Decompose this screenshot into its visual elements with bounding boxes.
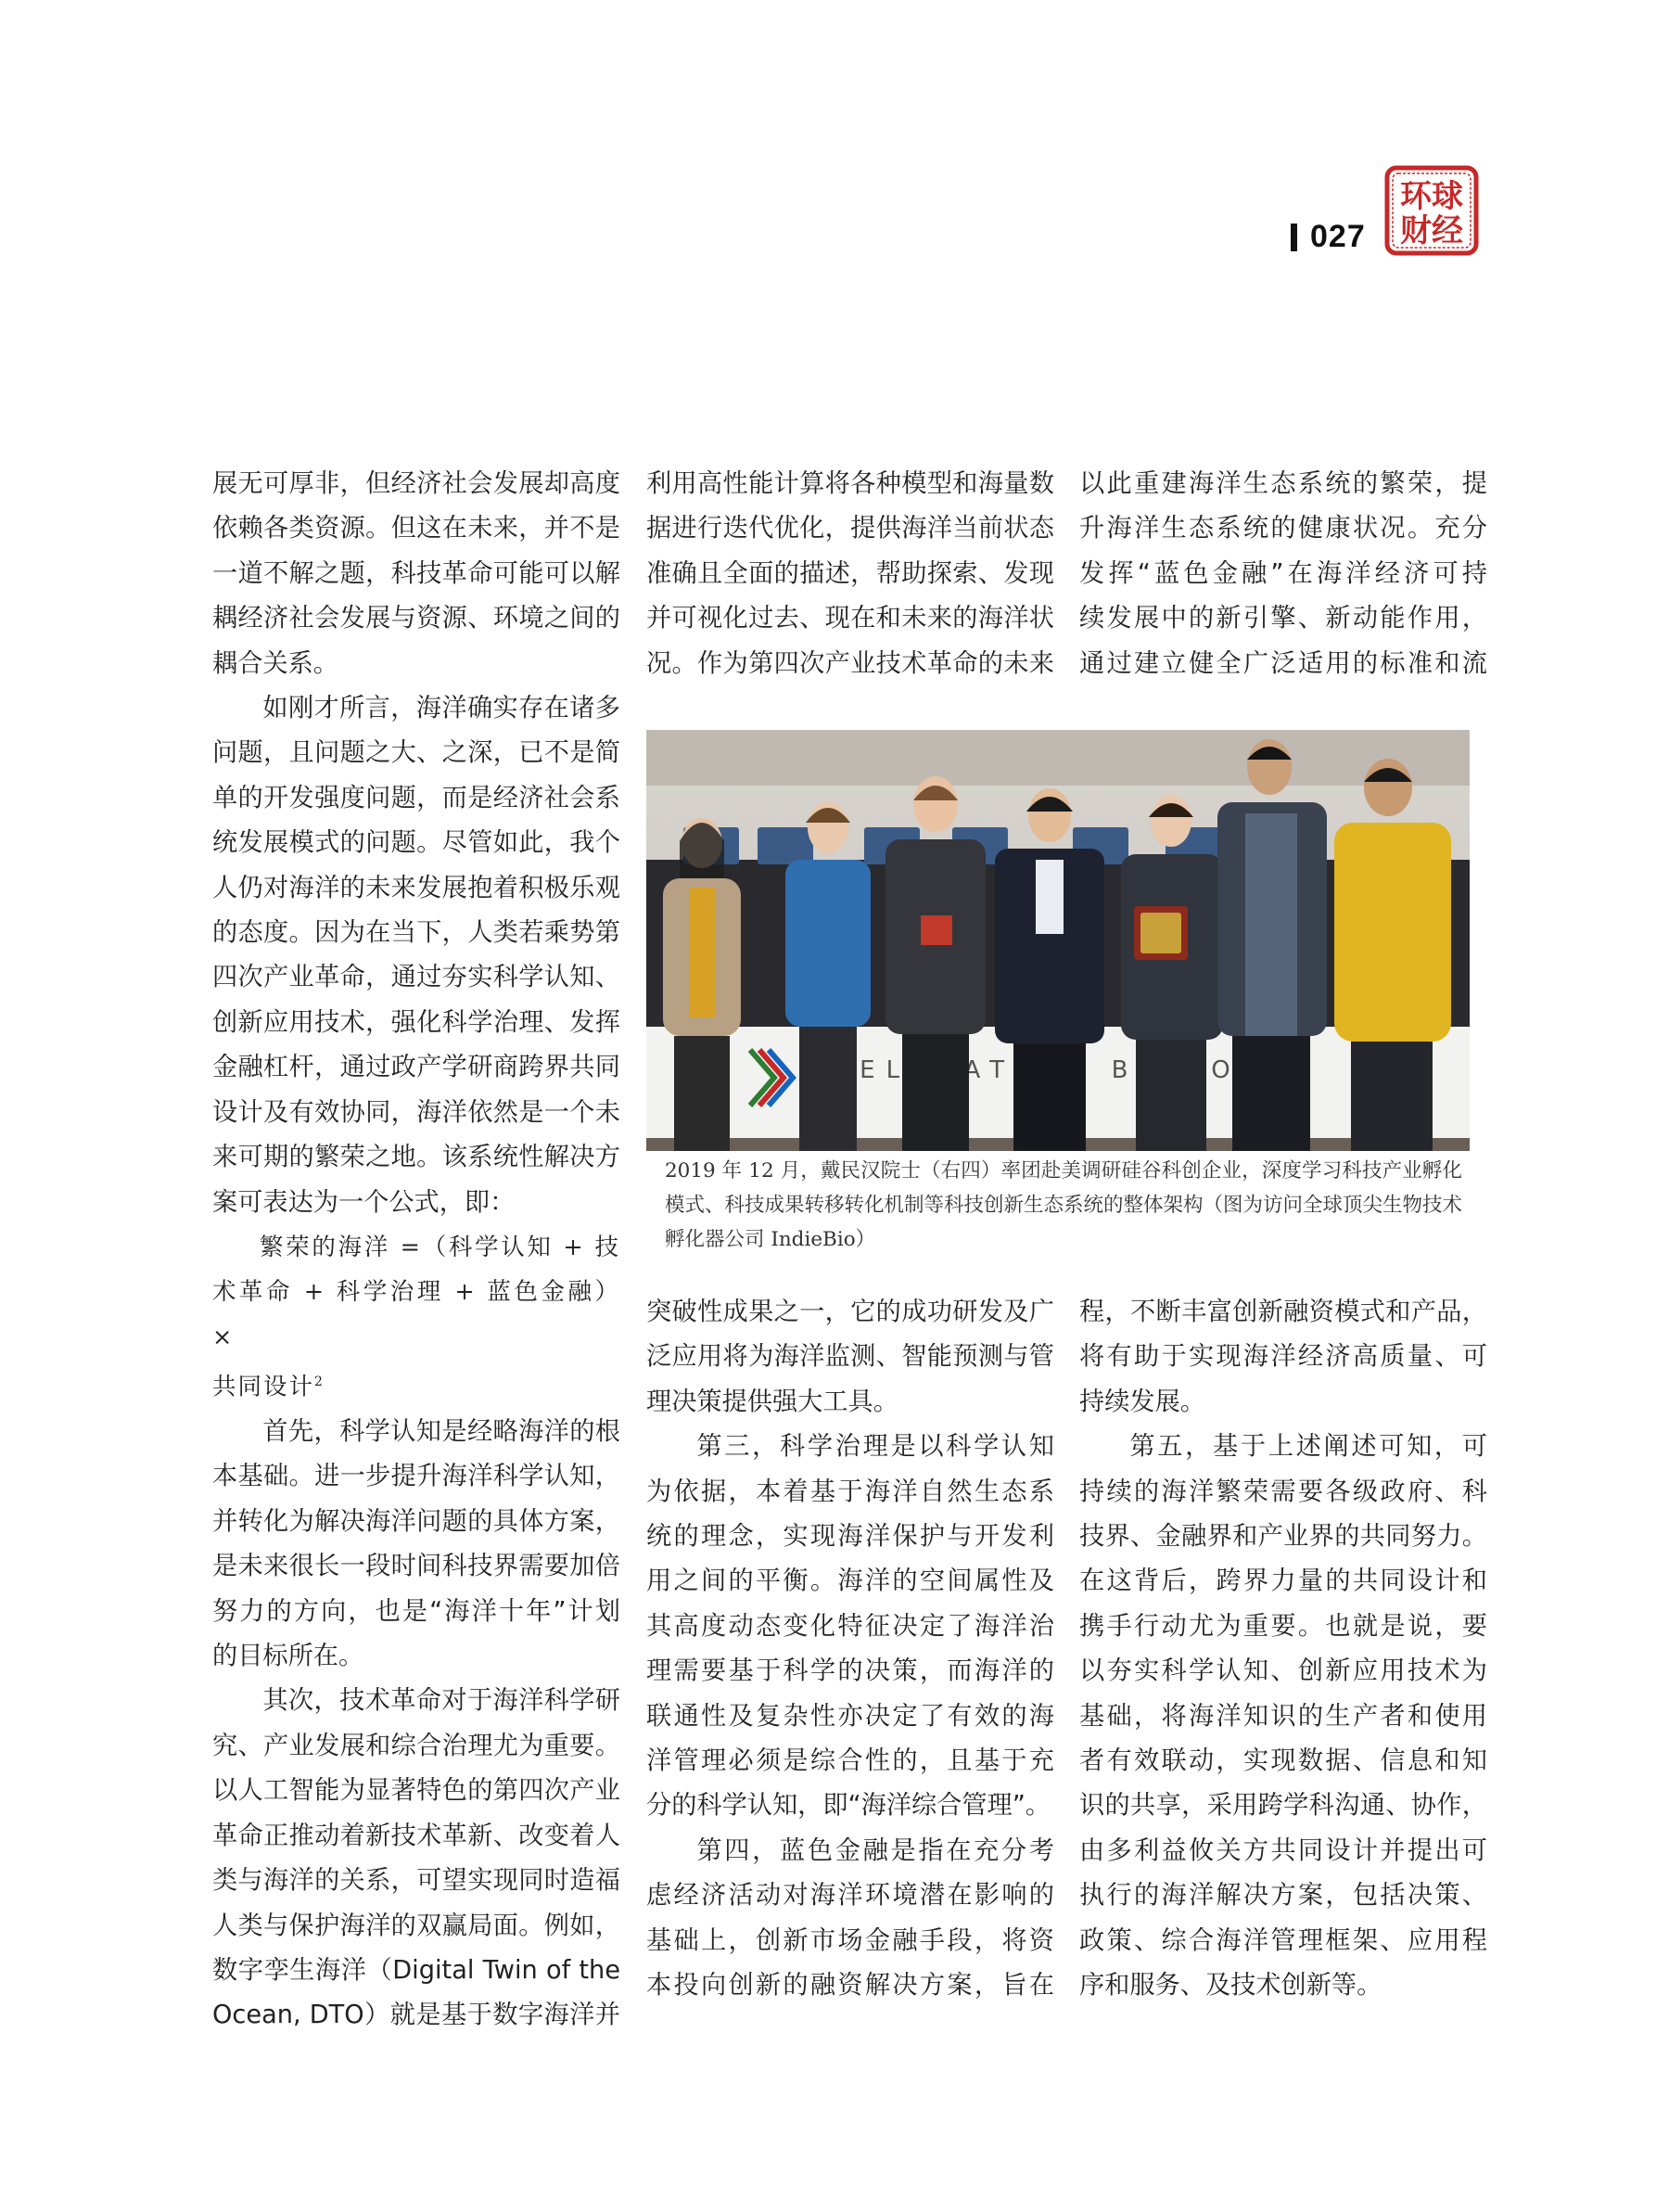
- text-line: 究、产业发展和综合治理尤为重要。: [212, 1731, 620, 1760]
- text-line: 将有助于实现海洋经济高质量、可: [1079, 1342, 1487, 1372]
- formula-text: 共同设计: [212, 1373, 315, 1401]
- text-line: 升海洋生态系统的健康状况。充分: [1079, 514, 1487, 543]
- text-line: 是未来很长一段时间科技界需要加倍: [212, 1552, 620, 1581]
- text-line: 一道不解之题，科技革命可能可以解: [212, 558, 620, 588]
- text-line: 耦合关系。: [212, 648, 338, 678]
- text-line: 发挥“蓝色金融”在海洋经济可持: [1079, 558, 1487, 588]
- seal-line2: 财经: [1400, 212, 1463, 249]
- text-line: 持续的海洋繁荣需要各级政府、科: [1079, 1477, 1487, 1506]
- text-line: 以夯实科学认知、创新应用技术为: [1079, 1656, 1487, 1686]
- text-line: 联通性及复杂性亦决定了有效的海: [646, 1701, 1054, 1731]
- text-line: 的态度。因为在当下，人类若乘势第: [212, 918, 620, 948]
- text-line: 本投向创新的融资解决方案，旨在: [646, 1971, 1054, 2001]
- page-number-text: 027: [1310, 219, 1366, 254]
- text-line: 执行的海洋解决方案，包括决策、: [1079, 1881, 1487, 1911]
- magazine-seal-logo: [1384, 165, 1479, 256]
- text-line: 者有效联动，实现数据、信息和知: [1079, 1746, 1487, 1776]
- text-line: 分的科学认知，即“海洋综合管理”。: [646, 1791, 1051, 1821]
- text-line: 泛应用将为海洋监测、智能预测与管: [646, 1342, 1054, 1372]
- formula-line: [212, 1360, 620, 1410]
- text-line: 洋管理必须是综合性的，且基于充: [646, 1746, 1054, 1776]
- page-number: [1291, 219, 1366, 255]
- footnote-ref: 2: [314, 1375, 325, 1390]
- text-line: 在这背后，跨界力量的共同设计和: [1079, 1566, 1487, 1596]
- column-1: [212, 462, 620, 2039]
- text-line: 据进行迭代优化，提供海洋当前状态: [646, 514, 1054, 543]
- text-line: 数字孪生海洋（Digital Twin of the: [212, 1955, 620, 1985]
- group-photo: [646, 730, 1470, 1151]
- text-line: 理决策提供强大工具。: [646, 1387, 898, 1416]
- text-line: 人仍对海洋的未来发展抱着积极乐观: [212, 873, 620, 902]
- text-line: 用之间的平衡。海洋的空间属性及: [646, 1566, 1054, 1596]
- text-line: 虑经济活动对海洋环境潜在影响的: [646, 1881, 1054, 1911]
- text-line: 以人工智能为显著特色的第四次产业: [212, 1776, 620, 1806]
- text-line: 首先，科学认知是经略海洋的根: [262, 1417, 620, 1447]
- text-line: 人类与保护海洋的双赢局面。例如，: [212, 1911, 620, 1940]
- text-line: 利用高性能计算将各种模型和海量数: [646, 469, 1054, 498]
- text-line: 如刚才所言，海洋确实存在诸多: [262, 694, 620, 723]
- formula-line: 繁荣的海洋 =（科学认知 + 技: [260, 1233, 620, 1261]
- text-line: 通过建立健全广泛适用的标准和流: [1079, 648, 1487, 678]
- page-number-bar: [1291, 224, 1297, 251]
- text-line: 序和服务、及技术创新等。: [1079, 1971, 1382, 2001]
- text-line: 案可表达为一个公式，即：: [212, 1187, 516, 1217]
- text-line: 本基础。进一步提升海洋科学认知，: [212, 1462, 620, 1491]
- text-line: 以此重建海洋生态系统的繁荣，提: [1079, 469, 1487, 498]
- text-line: 来可期的繁荣之地。该系统性解决方: [212, 1143, 620, 1172]
- text-line: 金融杠杆，通过政产学研商跨界共同: [212, 1053, 620, 1082]
- text-line: 持续发展。: [1079, 1387, 1205, 1416]
- text-line: 设计及有效协同，海洋依然是一个未: [212, 1097, 620, 1127]
- text-line: 续发展中的新引擎、新动能作用，: [1079, 604, 1487, 633]
- text-line: 革命正推动着新技术革新、改变着人: [212, 1821, 620, 1850]
- text-line: 突破性成果之一，它的成功研发及广: [646, 1298, 1054, 1326]
- text-line: 政策、综合海洋管理框架、应用程: [1079, 1925, 1487, 1955]
- text-line: 统的理念，实现海洋保护与开发利: [646, 1522, 1054, 1552]
- text-line: 理需要基于科学的决策，而海洋的: [646, 1656, 1054, 1686]
- text-line: 四次产业革命，通过夯实科学认知、: [212, 963, 620, 992]
- column-2-top: [646, 462, 1054, 686]
- text-line: 由多利益攸关方共同设计并提出可: [1079, 1835, 1487, 1865]
- formula-line: 术革命 + 科学治理 + 蓝色金融）×: [212, 1278, 620, 1351]
- text-line: 统发展模式的问题。尽管如此，我个: [212, 828, 620, 858]
- text-line: Ocean, DTO）就是基于数字海洋并: [212, 2001, 620, 2030]
- text-line: 基础上，创新市场金融手段，将资: [646, 1925, 1054, 1955]
- text-line: 并可视化过去、现在和未来的海洋状: [646, 604, 1054, 633]
- photo-caption: 2019 年 12 月，戴民汉院士（右四）率团赴美调研硅谷科创企业，深度学习科技产业孵化模式、科技成果转移转化机制等科技创新生态系统的整体架构（图为访问全球顶尖生物技术孵化器公司 IndieBio）: [665, 1159, 1463, 1251]
- text-line: 努力的方向，也是“海洋十年”计划: [212, 1596, 620, 1626]
- text-line: 技界、金融界和产业界的共同努力。: [1079, 1522, 1487, 1552]
- text-line: 类与海洋的关系，可望实现同时造福: [212, 1866, 620, 1896]
- text-line: 其次，技术革命对于海洋科学研: [262, 1686, 620, 1716]
- seal-line1: 环球: [1400, 178, 1463, 215]
- text-line: 其高度动态变化特征决定了海洋治: [646, 1611, 1054, 1641]
- text-line: 的目标所在。: [212, 1642, 364, 1671]
- text-line: 为依据，本着基于海洋自然生态系: [646, 1477, 1054, 1506]
- text-line: 准确且全面的描述，帮助探索、发现: [646, 558, 1054, 588]
- text-line: 况。作为第四次产业技术革命的未来: [646, 648, 1054, 678]
- text-line: 第三，科学治理是以科学认知: [696, 1432, 1054, 1462]
- text-line: 第四，蓝色金融是指在充分考: [696, 1835, 1054, 1865]
- text-line: 耦经济社会发展与资源、环境之间的: [212, 604, 620, 633]
- text-line: 识的共享，采用跨学科沟通、协作，: [1079, 1791, 1487, 1821]
- text-line: 问题，且问题之大、之深，已不是简: [212, 738, 620, 768]
- text-line: 并转化为解决海洋问题的具体方案，: [212, 1506, 620, 1536]
- text-line: 基础，将海洋知识的生产者和使用: [1079, 1701, 1487, 1731]
- text-line: 创新应用技术，强化科学治理、发挥: [212, 1007, 620, 1037]
- text-line: 单的开发强度问题，而是经济社会系: [212, 783, 620, 812]
- column-3-top: [1079, 462, 1487, 686]
- text-line: 携手行动尤为重要。也就是说，要: [1079, 1611, 1487, 1641]
- text-line: 依赖各类资源。但这在未来，并不是: [212, 514, 620, 543]
- column-2-bottom: [646, 1290, 1054, 2009]
- column-3-bottom: [1079, 1290, 1487, 2009]
- text-line: 展无可厚非，但经济社会发展却高度: [212, 469, 620, 498]
- text-line: 程，不断丰富创新融资模式和产品，: [1079, 1298, 1487, 1326]
- text-line: 第五，基于上述阐述可知，可: [1129, 1432, 1487, 1462]
